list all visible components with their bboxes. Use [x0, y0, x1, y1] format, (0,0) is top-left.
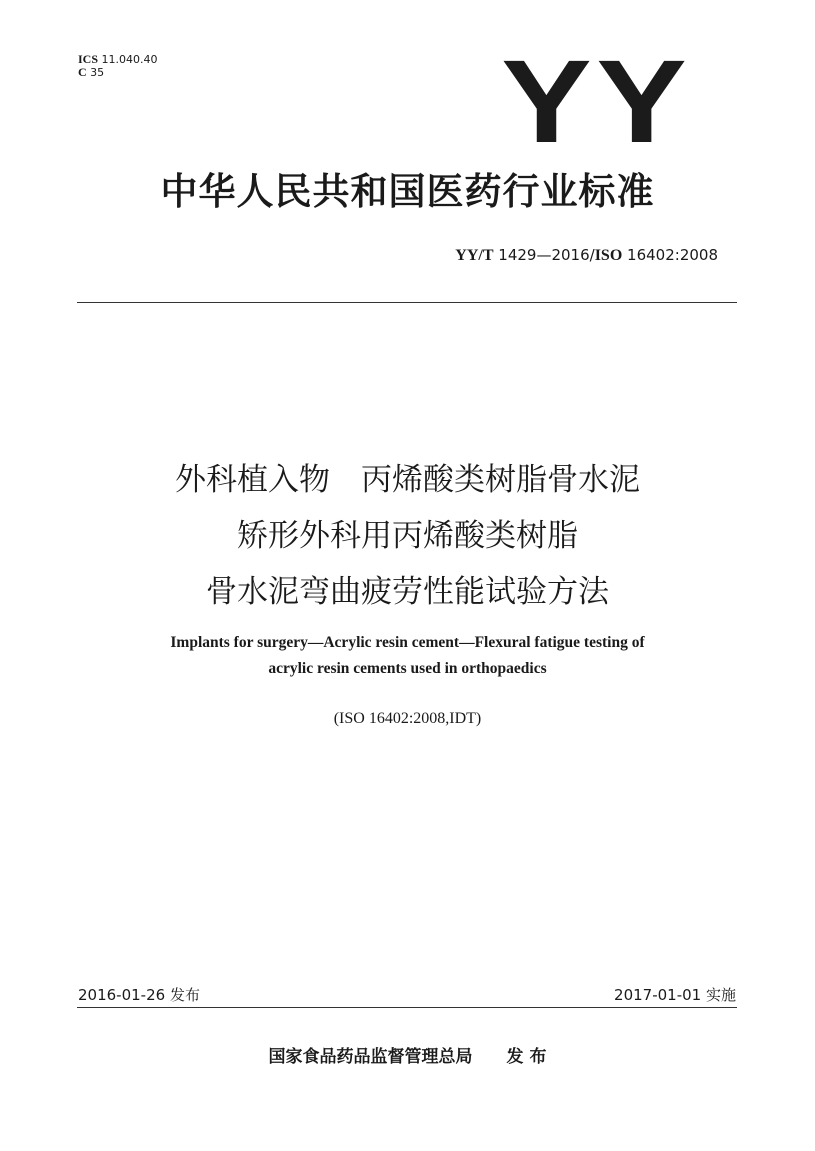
header-divider: [77, 302, 737, 303]
issue-word: 发 布: [506, 1047, 547, 1067]
ics-label: ICS: [78, 52, 99, 66]
standard-number-iso: ISO: [594, 247, 623, 264]
issuing-authority: [0, 1045, 815, 1069]
title-line-3: 骨水泥弯曲疲劳性能试验方法: [206, 574, 609, 610]
document-title: [0, 452, 815, 620]
standard-number: [455, 245, 718, 266]
classification-codes: [78, 53, 158, 79]
footer-divider: [77, 1007, 737, 1008]
english-title-line-1: Implants for surgery—Acrylic resin cement—Flexural fatigue testing of: [170, 634, 645, 651]
english-title-line-2: acrylic resin cements used in orthopaedics: [268, 660, 547, 677]
ccs-label: C: [78, 65, 87, 79]
effective-date: 2017-01-01 实施: [614, 986, 736, 1004]
publish-date: 2016-01-26 发布: [78, 986, 200, 1004]
standard-number-mid: 1429—2016/: [498, 246, 595, 264]
issuer-name: 国家食品药品监督管理总局: [268, 1047, 473, 1067]
ccs-code: 35: [90, 66, 105, 79]
title-line-1: 外科植入物 丙烯酸类树脂骨水泥: [175, 462, 640, 498]
standard-number-prefix: YY/T: [455, 247, 494, 264]
title-line-2: 矫形外科用丙烯酸类树脂: [237, 518, 578, 554]
iso-reference: (ISO 16402:2008,IDT): [333, 710, 482, 727]
standard-mark: YY: [500, 36, 691, 168]
standard-category-title: 中华人民共和国医药行业标准: [160, 170, 655, 213]
ics-code: 11.040.40: [101, 53, 158, 66]
english-title: [60, 630, 755, 682]
standard-number-suffix: 16402:2008: [627, 246, 718, 264]
